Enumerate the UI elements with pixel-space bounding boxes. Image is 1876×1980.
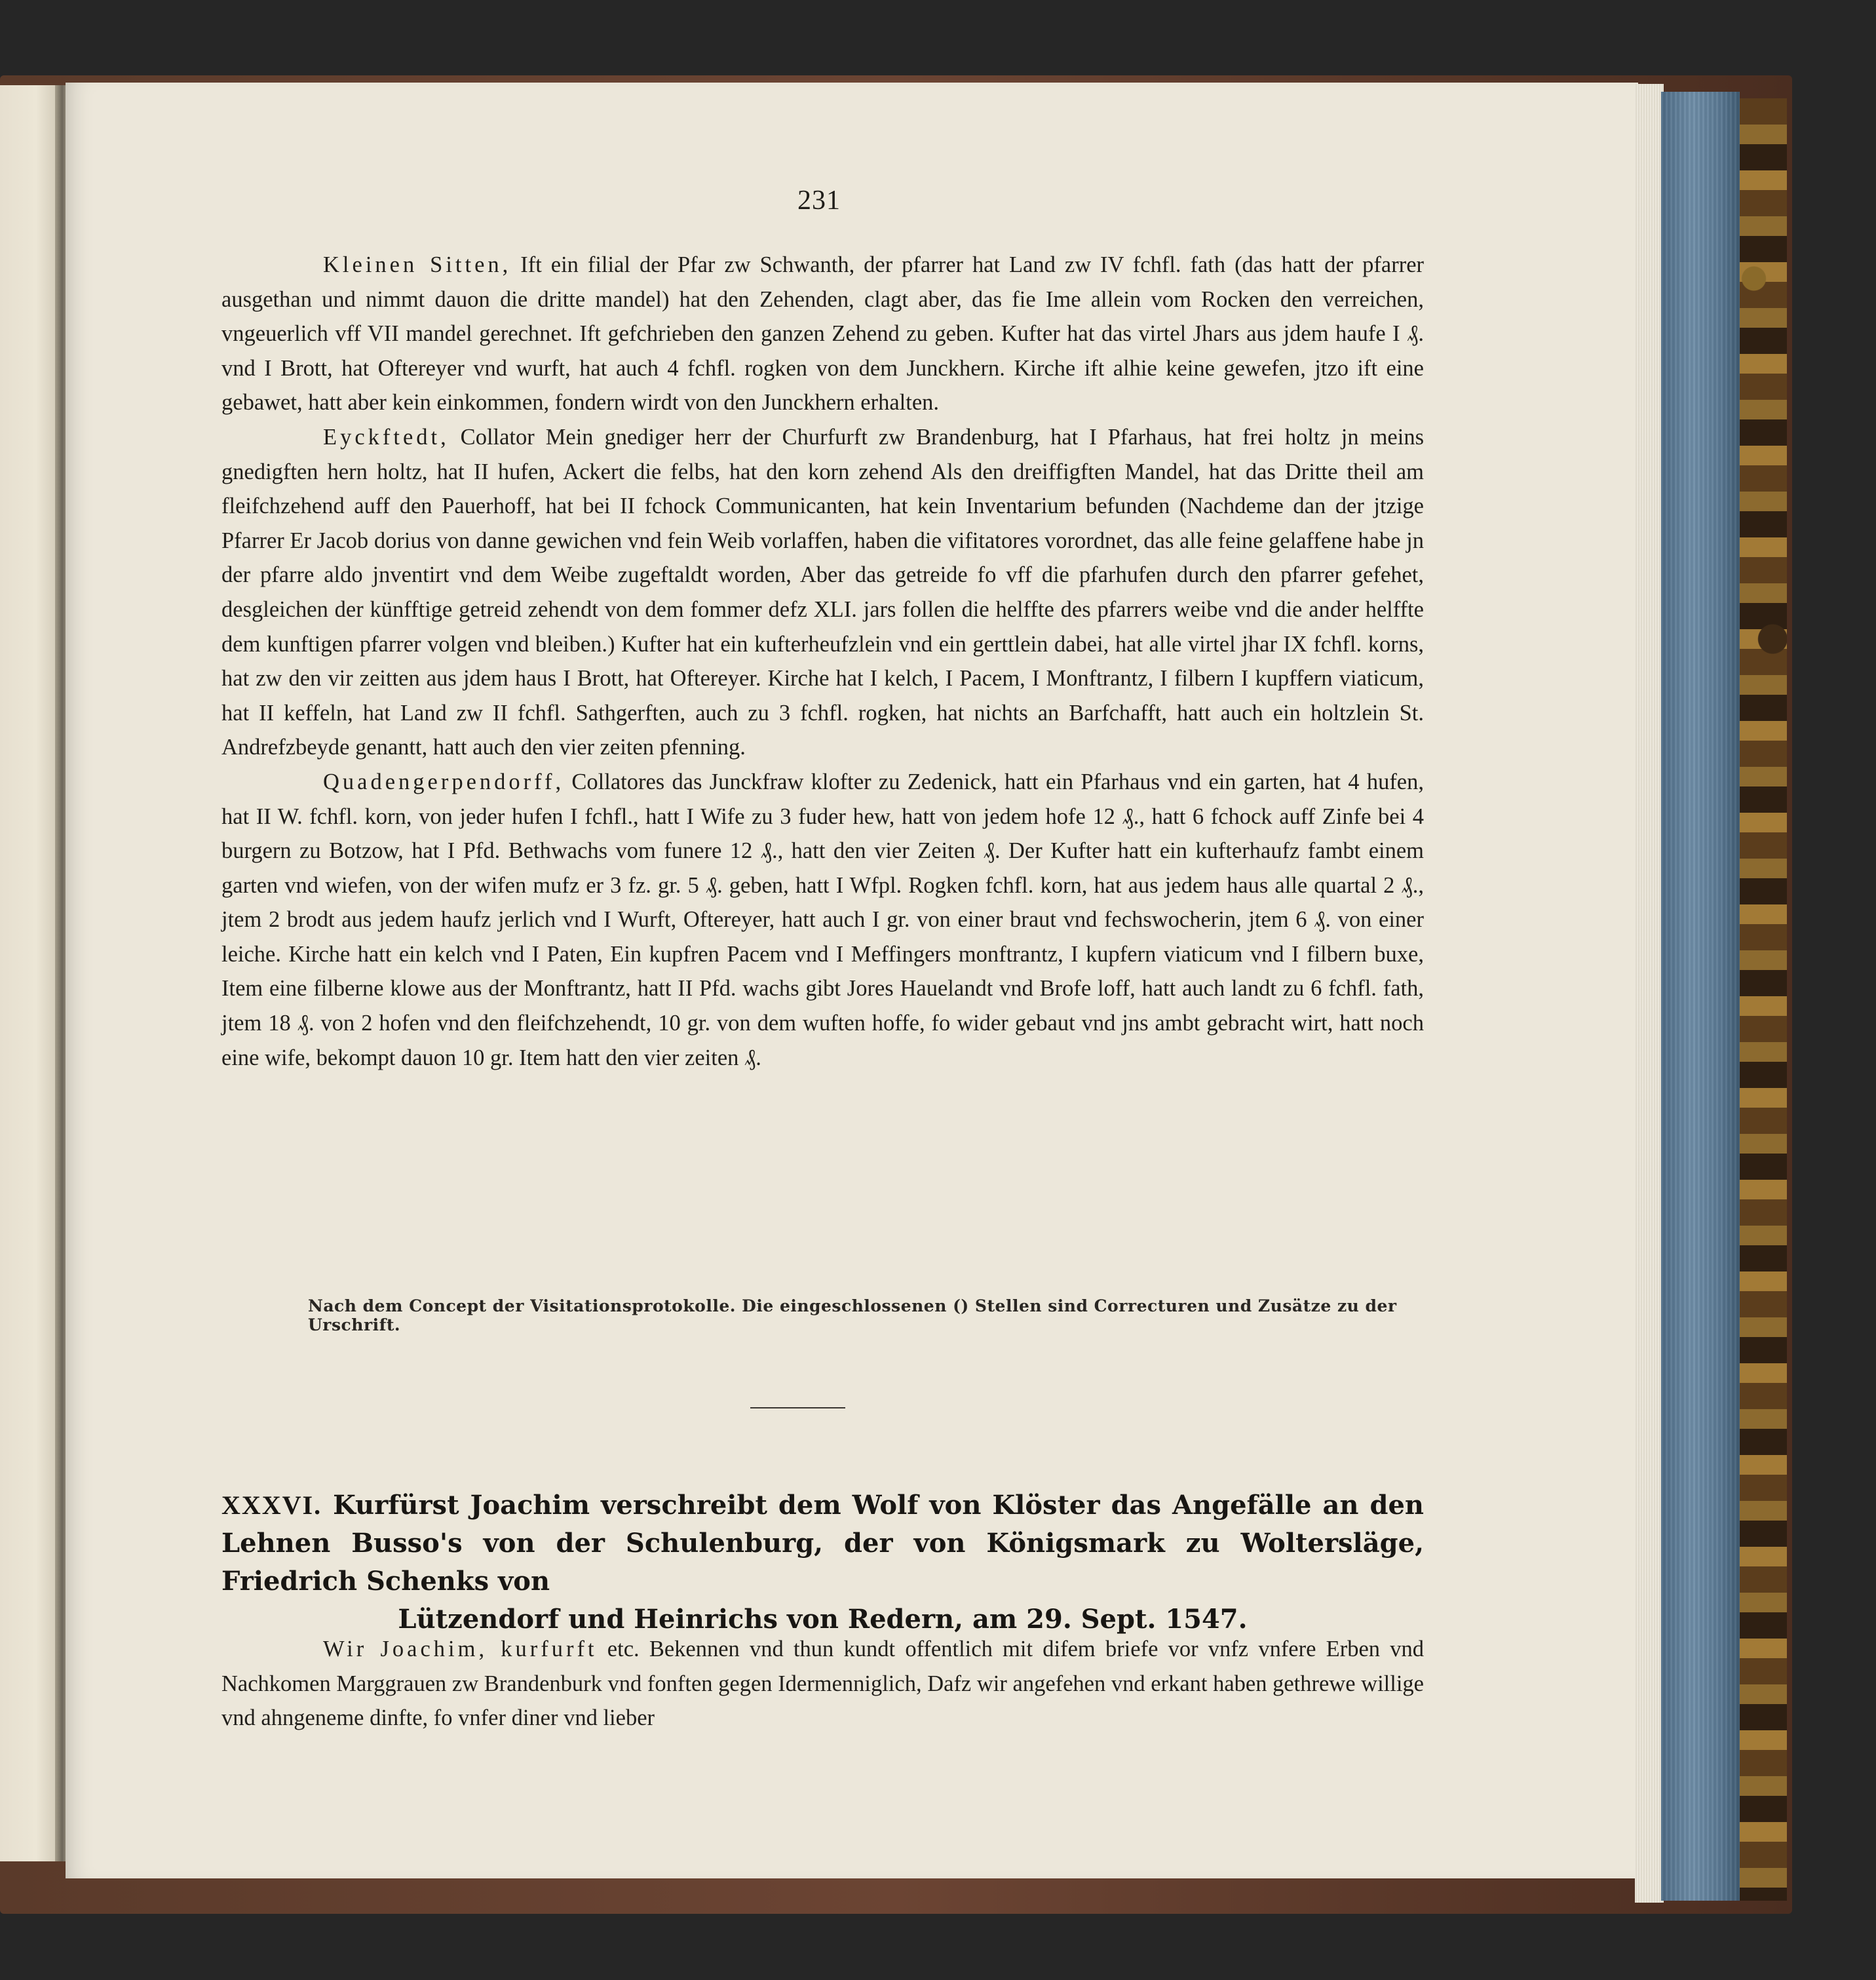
paragraph-text: Ift ein filial der Pfar zw Schwanth, der pfarrer hat Land zw IV fchfl. fath (das hatt der pfarrer ausgethan und nimmt dauon die dritte mandel) hat den Zehenden, clagt aber, das fie Ime allein vom Rocken den verreichen, vngeuerlich vff VII mandel gerechnet. Ift gefchrieben den ganzen Zehend zu geben. Kufter hat das virtel Jhars aus jdem haufe I ₰. vnd I Brott, hat Oftereyer vnd wurft, hat auch 4 fchfl. rogken von dem Junckhern. Kirche ift alhie keine gewefen, jtzo ift eine gebawet, hatt aber kein einkommen, fondern wirdt von den Junckhern erhalten. [221,252,1425,416]
section-divider [750,1407,845,1408]
place-name: Kleinen Sitten, [323,252,512,277]
place-name: Eyckftedt, [323,424,450,450]
marbled-fore-edge [1661,92,1740,1901]
document-title: Kurfürst Joachim verschreibt dem Wolf von Klöster das Angefälle an den Lehnen Busso's von der Schulenburg, der von Königsmark zu Woltersläge, Friedrich Schenks von [221,1490,1424,1597]
paragraph-charter [221,1632,1424,1736]
charter-opening: Wir Joachim, kurfurft [323,1637,598,1661]
document-number: XXXVI. [221,1490,322,1520]
page-number: 231 [797,185,841,216]
document-title-last-line: Lützendorf und Heinrichs von Redern, am 29. Sept. 1547. [398,1604,1248,1635]
paragraph-quadengerpendorff [221,765,1424,1075]
left-page-edge [0,85,60,1861]
place-name: Quadengerpendorff, [323,769,565,794]
source-footnote: Nach dem Concept der Visitationsprotokolle. Die eingeschlossenen () Stellen sind Correcturen und Zusätze zu der Urschrift. [308,1296,1397,1334]
page-edges [1635,84,1664,1903]
paragraph-text: Collatores das Junckfraw klofter zu Zedenick, hatt ein Pfarhaus vnd ein garten, hat 4 hufen, hat II W. fchfl. korn, von jeder hufen I fchfl., hatt I Wife zu 3 fuder hew, hatt von jedem hofe 12 ₰., hatt 6 fchock auff Zinfe bei 4 burgern zu Botzow, hat I Pfd. Bethwachs vom funere 12 ₰., hatt den vier Zeiten ₰. Der Kufter hatt ein kufterhaufz fambt einem garten vnd wiefen, von der wifen mufz er 3 fz. gr. 5 ₰. geben, hatt I Wfpl. Rogken fchfl. korn, hat aus jedem haus alle quartal 2 ₰., jtem 2 brodt aus jedem haufz jerlich vnd I Wurft, Oftereyer, hatt auch I gr. von einer braut vnd fechswocherin, jtem 6 ₰. von einer leiche. Kirche hatt ein kelch vnd I Paten, Ein kupfren Pacem vnd I Meffingers monftrantz, I kupfern viaticum vnd I filbern buxe, Item eine filberne klowe aus der Monftrantz, hatt II Pfd. wachs gibt Jores Hauelandt vnd Brofe loff, hatt auch landt zu 6 fchfl. fath, jtem 18 ₰. von 2 hofen vnd den fleifchzehendt, 10 gr. von dem wuften hoffe, fo wider gebaut vnd jns ambt gebracht wirt, hatt noch eine wife, bekompt dauon 10 gr. Item hatt den vier zeiten ₰. [221,769,1424,1070]
paragraph-eyckftedt [221,420,1424,765]
document-body [221,1632,1424,1736]
marbled-cover-edge [1740,98,1787,1901]
document-heading [221,1486,1424,1639]
paragraph-text: etc. Bekennen vnd thun kundt offentlich mit difem briefe vor vnfz vnfere Erben vnd Nachkomen Marggrauen zw Brandenburk vnd fonften gegen Idermenniglich, Dafz wir angefehen vnd erkant haben gethrewe willige vnd ahngeneme dinfte, fo vnfer diner vnd lieber [221,1637,1424,1731]
paragraph-kleinen-sitten [221,248,1424,420]
paragraph-text: Collator Mein gnediger herr der Churfurft zw Brandenburg, hat I Pfarhaus, hat frei holtz jn meins gnedigften hern holtz, hat II hufen, Ackert die felbs, hat den korn zehend Als den dreiffigften Mandel, hat das Dritte theil am fleifchzehend auff den Pauerhoff, hat bei II fchock Communicanten, hat kein Inventarium befunden (Nachdeme dan der jtzige Pfarrer Er Jacob dorius von danne gewichen vnd fein Weib vorlaffen, haben die vifitatores vorordnet, das alle feine gelaffene habe jn der pfarre aldo jnventirt vnd dem Weibe zugeftaldt worden, Aber das getreide fo vff die pfarhufen durch den pfarrer gefehet, desgleichen der künfftige getreid zehendt von dem fommer defz XLI. jars follen die helffte des pfarrers weibe vnd die ander helffte dem kunftigen pfarrer volgen vnd bleiben.) Kufter hat ein kufterheufzlein vnd ein gerttlein dabei, hat alle virtel jhar IX fchfl. korns, hat zw den vir zeitten aus jdem haus I Brott, hat Oftereyer. Kirche hat I kelch, I Pacem, I Monftrantz, I filbern I kupffern viaticum, hat II keffeln, hat Land zw II fchfl. Sathgerften, auch zu 3 fchfl. rogken, hat nichts an Barfchafft, hatt auch ein holtzlein St. Andrefzbeyde genantt, hatt auch den vier zeiten pfenning. [221,424,1424,760]
body-text-block [221,248,1424,1075]
